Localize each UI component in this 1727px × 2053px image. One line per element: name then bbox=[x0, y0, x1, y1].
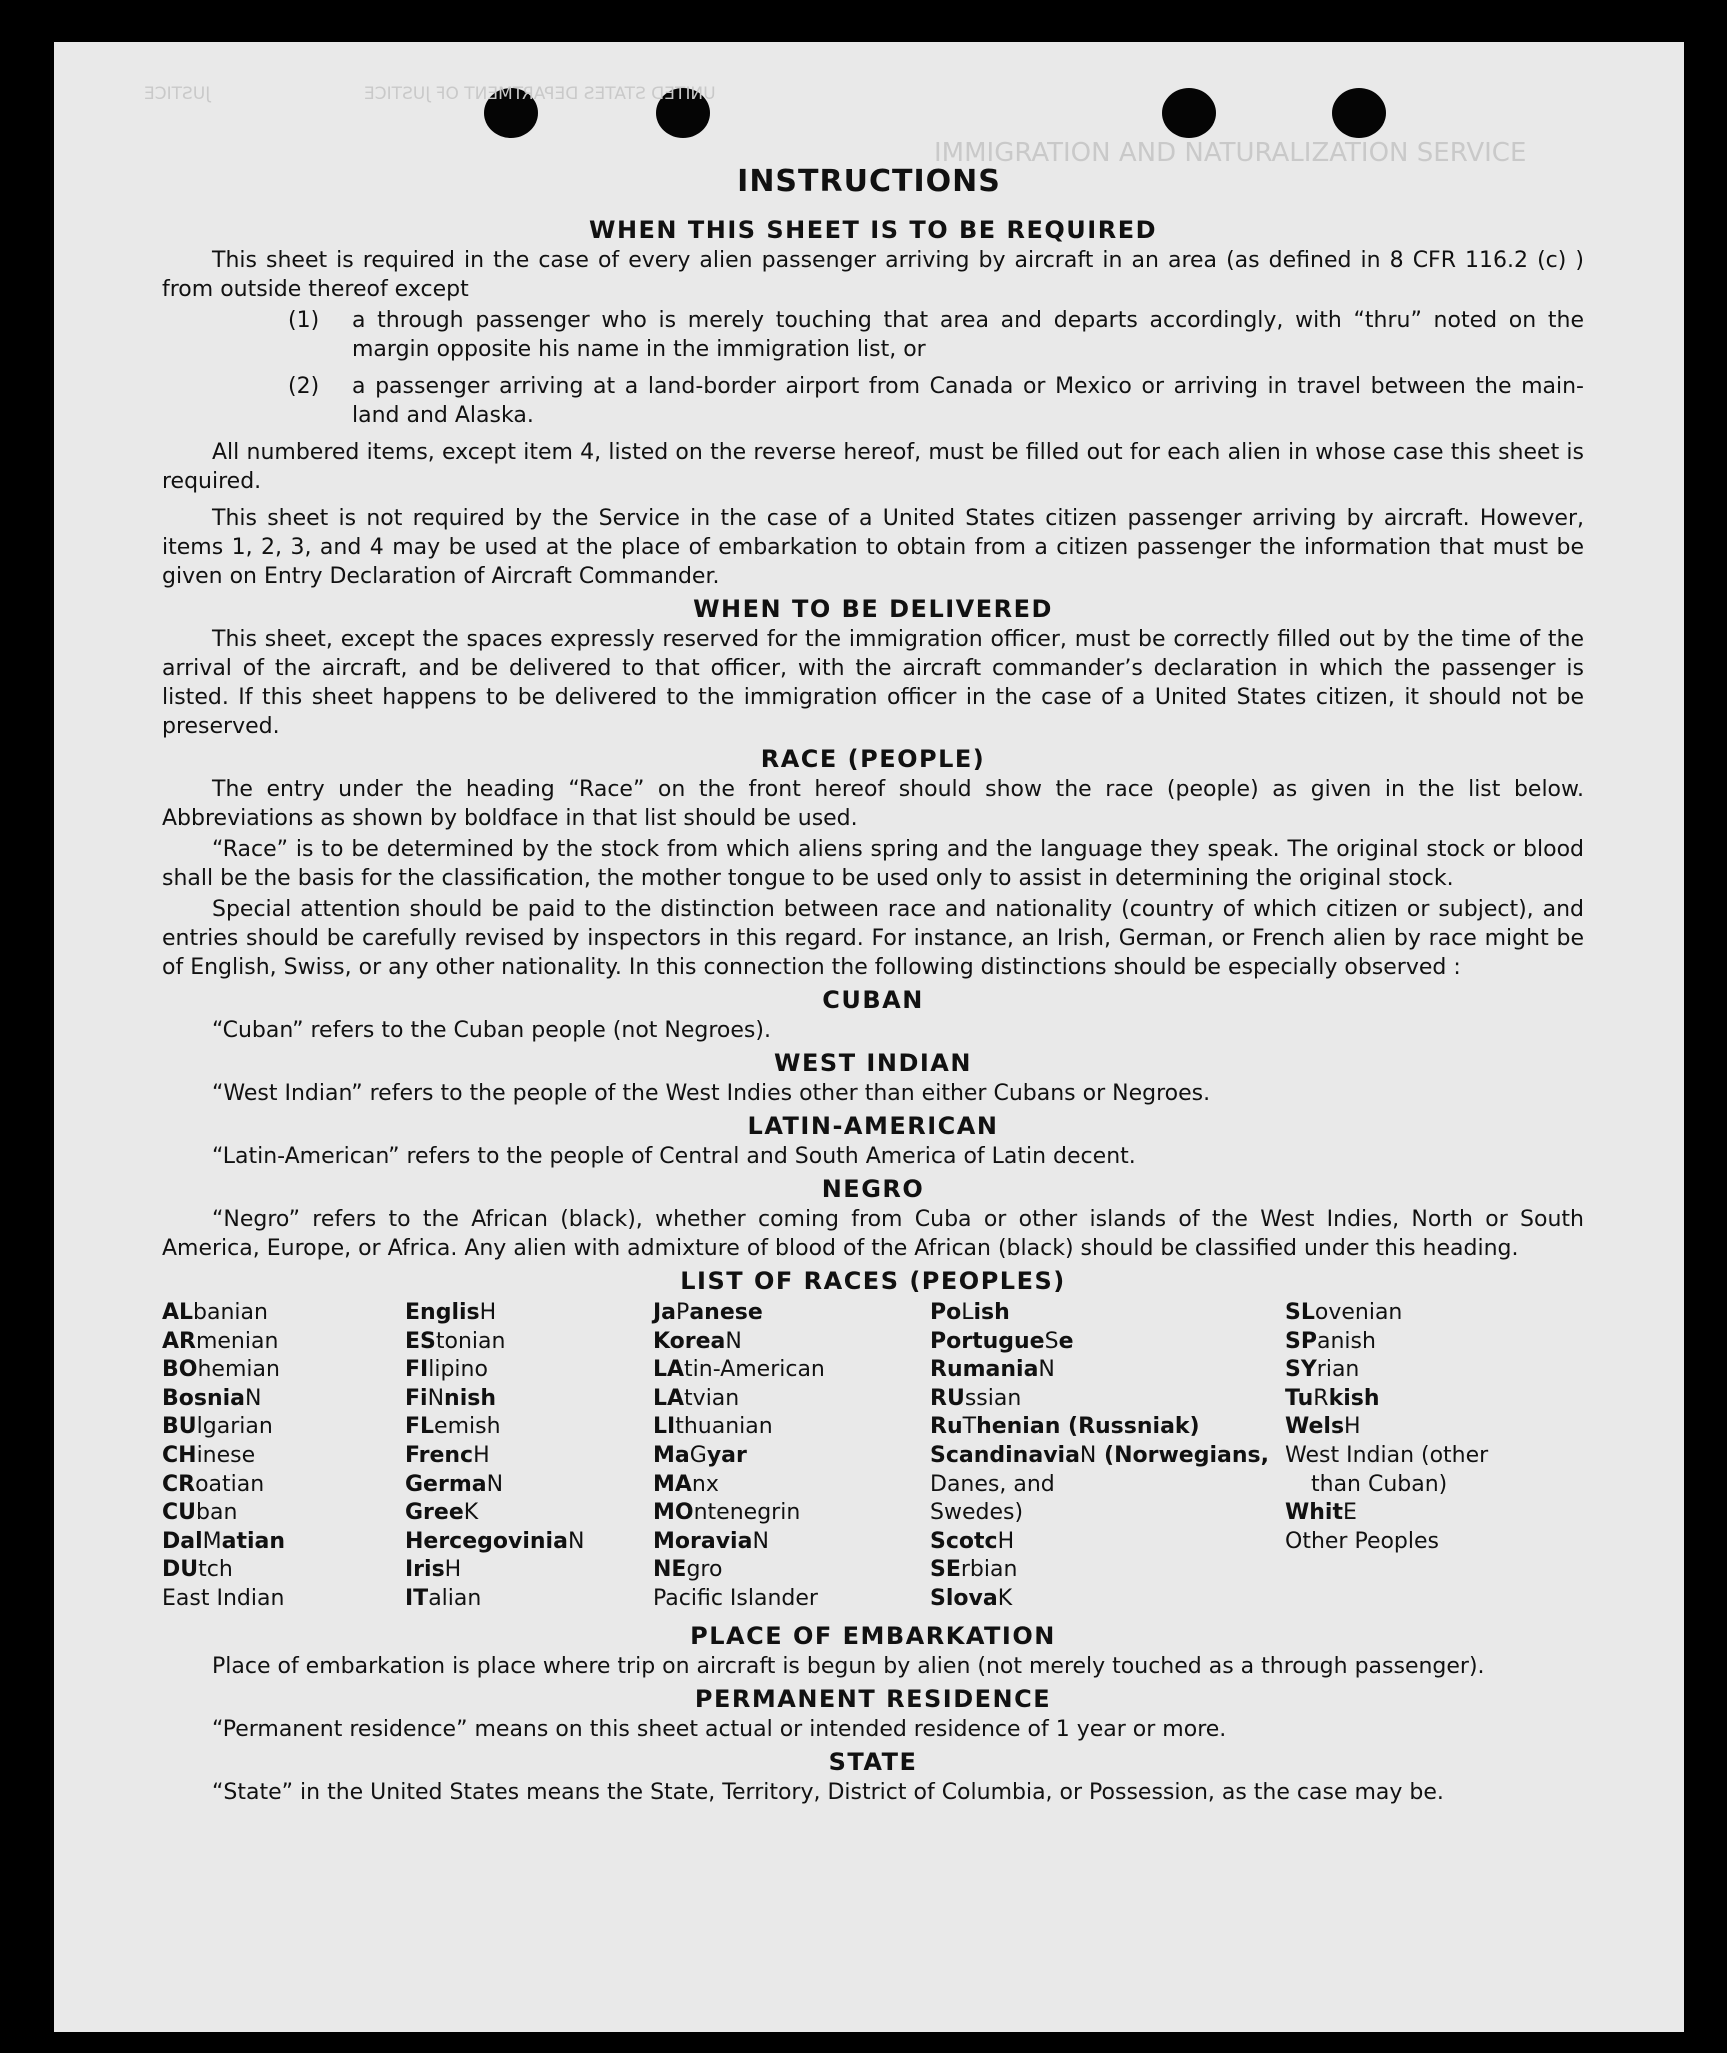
race-entry: ITalian bbox=[405, 1585, 482, 1611]
race-entry: SPanish bbox=[1285, 1328, 1376, 1354]
paragraph-west-indian: “West Indian” refers to the people of the West Indies other than either Cubans or Negroes. bbox=[212, 1081, 1211, 1106]
race-entry: RuThenian (Russniak) bbox=[930, 1414, 1200, 1440]
paragraph-citizen: This sheet is not required by the Service in the case of a United States citizen passenger arriving by aircraft. However, items 1, 2, 3, and 4 may be used at the place of embarkation to obtain from a citizen passenger the information that must be given on Entry Declaration of Aircraft Commander. bbox=[162, 506, 1584, 589]
paragraph-numbered-items: All numbered items, except item 4, listed on the reverse hereof, must be filled out for each alien in whose case this sheet is required. bbox=[162, 440, 1584, 494]
section-heading-west-indian: WEST INDIAN bbox=[774, 1049, 972, 1077]
race-entry: SErbian bbox=[930, 1557, 1018, 1583]
race-entry: LAtin-American bbox=[653, 1357, 825, 1383]
race-entry: JaPanese bbox=[653, 1300, 763, 1325]
paragraph-latin-american: “Latin-American” refers to the people of Central and South America of Latin decent. bbox=[212, 1144, 1136, 1169]
exception-item-1 bbox=[162, 306, 1584, 364]
race-entry: WhitE bbox=[1285, 1500, 1357, 1526]
race-entry: KoreaN bbox=[653, 1328, 742, 1354]
race-entry: EStonian bbox=[405, 1328, 506, 1354]
race-entry: FrencH bbox=[405, 1442, 490, 1468]
instructions-body bbox=[162, 214, 1584, 1809]
race-entry: SYrian bbox=[1285, 1357, 1360, 1383]
item-text: a passenger arriving at a land-border airport from Canada or Mexico or arriving in travel between the main-land and Alaska. bbox=[352, 374, 1584, 428]
exception-item-2 bbox=[162, 372, 1584, 430]
paragraph-state: “State” in the United States means the State, Territory, District of Columbia, or Possession, as the case may be. bbox=[212, 1779, 1444, 1805]
section-heading-when-delivered: WHEN TO BE DELIVERED bbox=[693, 595, 1053, 623]
paragraph-cuban: “Cuban” refers to the Cuban people (not Negroes). bbox=[212, 1018, 771, 1043]
paragraph-permanent-residence: “Permanent residence” means on this sheet actual or intended residence of 1 year or more. bbox=[212, 1716, 1227, 1742]
paragraph-delivered: This sheet, except the spaces expressly reserved for the immigration officer, must be correctly filled out by the time of the arrival of the aircraft, and be delivered to that officer, with the aircraft commander’s declaration in which the passenger is listed. If this sheet happens to be delivered to the immigration officer in the case of a United States citizen, it should not be preserved. bbox=[162, 627, 1584, 739]
punch-hole-3 bbox=[1162, 88, 1216, 138]
races-column-2 bbox=[405, 1299, 653, 1614]
race-entry: WelsH bbox=[1285, 1414, 1361, 1440]
bleedthrough-text-3: IMMIGRATION AND NATURALIZATION SERVICE bbox=[934, 138, 1527, 168]
race-entry: NEgro bbox=[653, 1557, 723, 1583]
document-page bbox=[54, 42, 1684, 2032]
race-entry: DUtch bbox=[162, 1557, 233, 1583]
race-entry: SlovaK bbox=[930, 1585, 1013, 1611]
paragraph-race-entry: The entry under the heading “Race” on the front hereof should show the race (people) as given in the list below. Abbreviations as shown by boldface in that list should be used. bbox=[162, 777, 1584, 831]
race-entry: MoraviaN bbox=[653, 1528, 769, 1554]
race-entry: Danes, and bbox=[930, 1471, 1055, 1497]
race-entry: IrisH bbox=[405, 1557, 462, 1583]
race-entry: MaGyar bbox=[653, 1442, 747, 1468]
race-entry: BosniaN bbox=[162, 1385, 262, 1411]
paragraph-race-nationality: Special attention should be paid to the distinction between race and nationality (country of which citizen or subject), and entries should be carefully revised by inspectors in this regard. For instance, an Irish, German, or French alien by race might be of English, Swiss, or any other nationality. In this connection the following distinctions should be especially observed : bbox=[162, 897, 1584, 980]
paragraph-required-intro: This sheet is required in the case of every alien passenger arriving by aircraft in an area (as defined in 8 CFR 116.2 (c) ) from outside thereof except bbox=[162, 248, 1584, 302]
bleedthrough-text-1: JUSTICE bbox=[144, 84, 211, 104]
section-heading-list-of-races: LIST OF RACES (PEOPLES) bbox=[680, 1267, 1066, 1295]
race-entry: PortugueSe bbox=[930, 1328, 1074, 1354]
race-entry: GermaN bbox=[405, 1471, 504, 1497]
race-entry: ScandinaviaN (Norwegians, bbox=[930, 1442, 1269, 1468]
race-entry: RumaniaN bbox=[930, 1357, 1055, 1383]
race-entry: ALbanian bbox=[162, 1300, 268, 1325]
section-heading-when-required: WHEN THIS SHEET IS TO BE REQUIRED bbox=[588, 216, 1158, 244]
section-heading-state: STATE bbox=[828, 1747, 918, 1776]
item-text: a through passenger who is merely touching that area and departs accordingly, with “thru” noted on the margin opposite his name in the immigration list, or bbox=[352, 308, 1584, 362]
race-entry: Swedes) bbox=[930, 1500, 1024, 1526]
race-entry: HercegoviniaN bbox=[405, 1528, 585, 1554]
item-number: (1) bbox=[288, 308, 320, 333]
race-entry: FLemish bbox=[405, 1414, 501, 1440]
races-column-1 bbox=[162, 1299, 405, 1614]
race-entry: CRoatian bbox=[162, 1471, 265, 1497]
section-heading-cuban: CUBAN bbox=[822, 986, 924, 1014]
section-heading-embarkation: PLACE OF EMBARKATION bbox=[690, 1621, 1056, 1650]
race-entry: RUssian bbox=[930, 1385, 1022, 1411]
race-entry: GreeK bbox=[405, 1500, 479, 1526]
paragraph-negro: “Negro” refers to the African (black), whether coming from Cuba or other islands of the West Indies, North or South America, Europe, or Africa. Any alien with admixture of blood of the African (black) should be classified under this heading. bbox=[162, 1207, 1584, 1261]
race-entry: Other Peoples bbox=[1285, 1528, 1440, 1554]
races-list bbox=[162, 1299, 1584, 1614]
punch-hole-4 bbox=[1332, 88, 1386, 138]
races-column-5 bbox=[1285, 1299, 1565, 1614]
paragraph-race-stock: “Race” is to be determined by the stock from which aliens spring and the language they speak. The original stock or blood shall be the basis for the classification, the mother tongue to be used only to assist in determining the original stock. bbox=[162, 837, 1584, 891]
race-entry: LAtvian bbox=[653, 1385, 740, 1411]
race-entry: PoLish bbox=[930, 1300, 1010, 1325]
race-entry: MOntenegrin bbox=[653, 1500, 801, 1526]
race-entry: West Indian (other bbox=[1285, 1442, 1489, 1468]
section-heading-latin-american: LATIN-AMERICAN bbox=[747, 1112, 999, 1140]
race-entry: TuRkish bbox=[1285, 1385, 1380, 1411]
page-title: INSTRUCTIONS bbox=[737, 164, 1001, 199]
race-entry: SLovenian bbox=[1285, 1300, 1403, 1325]
item-number: (2) bbox=[288, 374, 320, 399]
section-heading-race: RACE (PEOPLE) bbox=[760, 745, 986, 773]
races-column-4 bbox=[930, 1299, 1285, 1614]
race-entry: DalMatian bbox=[162, 1528, 286, 1554]
race-entry: FiNnish bbox=[405, 1385, 497, 1411]
race-entry: Pacific Islander bbox=[653, 1585, 818, 1611]
race-entry: LIthuanian bbox=[653, 1414, 773, 1440]
race-entry: BUlgarian bbox=[162, 1414, 273, 1440]
race-entry: East Indian bbox=[162, 1585, 285, 1611]
race-entry: ARmenian bbox=[162, 1328, 279, 1354]
race-entry: ScotcH bbox=[930, 1528, 1015, 1554]
races-column-3 bbox=[653, 1299, 930, 1614]
race-entry: MAnx bbox=[653, 1471, 719, 1497]
race-entry: FIlipino bbox=[405, 1357, 488, 1383]
race-entry: BOhemian bbox=[162, 1357, 280, 1383]
section-heading-permanent-residence: PERMANENT RESIDENCE bbox=[694, 1684, 1052, 1713]
race-entry: CHinese bbox=[162, 1442, 256, 1468]
race-entry: EnglisH bbox=[405, 1300, 497, 1325]
paragraph-embarkation: Place of embarkation is place where trip on aircraft is begun by alien (not merely touched as a through passenger). bbox=[212, 1653, 1485, 1679]
race-entry: CUban bbox=[162, 1500, 238, 1526]
section-heading-negro: NEGRO bbox=[821, 1175, 925, 1203]
bleedthrough-text-2: UNITED STATES DEPARTMENT OF JUSTICE bbox=[364, 84, 716, 104]
race-entry: than Cuban) bbox=[1311, 1471, 1448, 1497]
